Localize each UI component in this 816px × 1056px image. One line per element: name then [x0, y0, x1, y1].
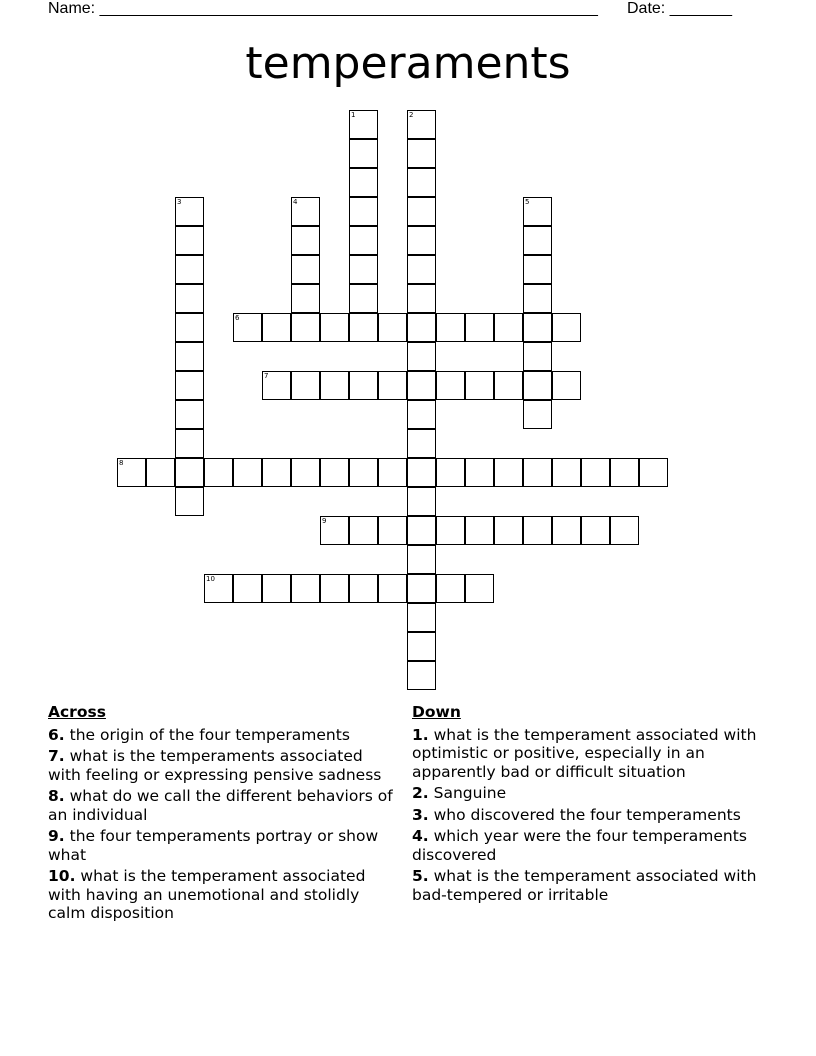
grid-cell[interactable]	[523, 313, 552, 342]
grid-cell[interactable]	[465, 458, 494, 487]
clue-text: the origin of the four temperaments	[64, 725, 350, 744]
grid-cell[interactable]	[204, 458, 233, 487]
grid-cell[interactable]	[523, 226, 552, 255]
grid-cell[interactable]	[407, 168, 436, 197]
grid-cell[interactable]	[610, 458, 639, 487]
grid-cell[interactable]	[436, 313, 465, 342]
clue-number: 10.	[48, 867, 76, 885]
grid-cell[interactable]	[175, 313, 204, 342]
grid-cell[interactable]	[407, 284, 436, 313]
grid-cell[interactable]	[610, 516, 639, 545]
across-heading: Across	[48, 703, 106, 721]
cell-number: 10	[206, 575, 215, 583]
clue-down-3	[412, 806, 764, 825]
grid-cell[interactable]	[349, 226, 378, 255]
clue-number: 3.	[412, 805, 429, 824]
clue-number: 6.	[48, 725, 65, 744]
clue-number: 2.	[412, 784, 429, 802]
grid-cell[interactable]	[291, 284, 320, 313]
grid-cell[interactable]	[320, 313, 349, 342]
grid-cell[interactable]	[407, 197, 436, 226]
grid-cell[interactable]	[407, 661, 436, 690]
grid-cell[interactable]	[523, 400, 552, 429]
clue-across-10	[48, 867, 400, 923]
grid-cell[interactable]	[581, 458, 610, 487]
cell-number: 4	[293, 198, 298, 206]
grid-cell[interactable]	[175, 226, 204, 255]
clue-text: what do we call the different behaviors of an individual	[48, 787, 393, 824]
grid-cell[interactable]	[175, 255, 204, 284]
clue-across-9	[48, 827, 400, 864]
grid-cell[interactable]	[233, 458, 262, 487]
clue-text: what is the temperament associated with bad-tempered or irritable	[412, 867, 757, 904]
grid-cell[interactable]	[552, 516, 581, 545]
grid-cell[interactable]	[262, 371, 291, 400]
grid-cell[interactable]	[436, 516, 465, 545]
grid-cell[interactable]	[378, 516, 407, 545]
grid-cell[interactable]	[349, 371, 378, 400]
grid-cell[interactable]	[175, 458, 204, 487]
clue-down-5	[412, 867, 764, 904]
cell-number: 5	[525, 198, 530, 206]
grid-cell[interactable]	[407, 632, 436, 661]
grid-cell[interactable]	[349, 139, 378, 168]
clue-number: 4.	[412, 827, 429, 845]
grid-cell[interactable]	[262, 574, 291, 603]
grid-cell[interactable]	[436, 458, 465, 487]
grid-cell[interactable]	[523, 371, 552, 400]
grid-cell[interactable]	[291, 313, 320, 342]
grid-cell[interactable]	[407, 574, 436, 603]
clue-number: 8.	[48, 787, 65, 805]
grid-cell[interactable]	[349, 516, 378, 545]
grid-cell[interactable]	[117, 458, 146, 487]
cell-number: 3	[177, 198, 182, 206]
grid-cell[interactable]	[465, 371, 494, 400]
grid-cell[interactable]	[407, 429, 436, 458]
cell-number: 2	[409, 111, 414, 119]
grid-cell[interactable]	[349, 197, 378, 226]
grid-cell[interactable]	[552, 313, 581, 342]
grid-cell[interactable]	[494, 313, 523, 342]
grid-cell[interactable]	[349, 458, 378, 487]
grid-cell[interactable]	[523, 255, 552, 284]
grid-cell[interactable]	[523, 516, 552, 545]
grid-cell[interactable]	[291, 197, 320, 226]
grid-cell[interactable]	[291, 458, 320, 487]
cell-number: 9	[322, 517, 327, 525]
clue-across-6	[48, 726, 400, 745]
down-clues	[412, 703, 764, 907]
grid-cell[interactable]	[407, 342, 436, 371]
grid-cell[interactable]	[233, 313, 262, 342]
clue-down-4	[412, 827, 764, 864]
grid-cell[interactable]	[523, 197, 552, 226]
grid-cell[interactable]	[465, 574, 494, 603]
clue-text: what is the temperament associated with optimistic or positive, especially in an apparently bad or difficult situation	[412, 725, 757, 781]
grid-cell[interactable]	[407, 400, 436, 429]
grid-cell[interactable]	[581, 516, 610, 545]
puzzle-title: temperaments	[245, 38, 571, 89]
grid-cell[interactable]	[523, 458, 552, 487]
grid-cell[interactable]	[204, 574, 233, 603]
grid-cell[interactable]	[146, 458, 175, 487]
grid-cell[interactable]	[523, 284, 552, 313]
grid-cell[interactable]	[378, 313, 407, 342]
grid-cell[interactable]	[291, 574, 320, 603]
grid-cell[interactable]	[407, 110, 436, 139]
grid-cell[interactable]	[349, 110, 378, 139]
grid-cell[interactable]	[349, 313, 378, 342]
clue-down-1	[412, 726, 764, 782]
grid-cell[interactable]	[407, 487, 436, 516]
grid-cell[interactable]	[639, 458, 668, 487]
grid-cell[interactable]	[175, 429, 204, 458]
grid-cell[interactable]	[175, 371, 204, 400]
clue-text: which year were the four temperaments discovered	[412, 827, 747, 864]
grid-cell[interactable]	[175, 487, 204, 516]
grid-cell[interactable]	[465, 516, 494, 545]
cell-number: 6	[235, 314, 240, 322]
grid-cell[interactable]	[494, 516, 523, 545]
grid-cell[interactable]	[407, 226, 436, 255]
across-clues	[48, 703, 400, 926]
grid-cell[interactable]	[407, 545, 436, 574]
clue-text: what is the temperament associated with having an unemotional and stolidly calm disposition	[48, 867, 366, 922]
grid-cell[interactable]	[320, 371, 349, 400]
clue-number: 5.	[412, 867, 429, 885]
clue-text: Sanguine	[428, 784, 507, 802]
grid-cell[interactable]	[378, 458, 407, 487]
grid-cell[interactable]	[407, 603, 436, 632]
cell-number: 7	[264, 372, 269, 380]
grid-cell[interactable]	[349, 168, 378, 197]
clue-down-2	[412, 784, 764, 803]
clue-number: 1.	[412, 725, 429, 744]
grid-cell[interactable]	[465, 313, 494, 342]
clue-across-7	[48, 747, 400, 784]
clue-text: who discovered the four temperaments	[428, 805, 741, 824]
grid-cell[interactable]	[291, 371, 320, 400]
grid-cell[interactable]	[407, 371, 436, 400]
clue-number: 9.	[48, 827, 65, 845]
grid-cell[interactable]	[320, 458, 349, 487]
clue-across-8	[48, 787, 400, 824]
grid-cell[interactable]	[320, 574, 349, 603]
cell-number: 8	[119, 459, 124, 467]
down-heading: Down	[412, 703, 461, 721]
grid-cell[interactable]	[175, 342, 204, 371]
grid-cell[interactable]	[523, 342, 552, 371]
grid-cell[interactable]	[407, 458, 436, 487]
grid-cell[interactable]	[378, 574, 407, 603]
grid-cell[interactable]	[349, 255, 378, 284]
cell-number: 1	[351, 111, 356, 119]
grid-cell[interactable]	[407, 139, 436, 168]
grid-cell[interactable]	[436, 574, 465, 603]
grid-cell[interactable]	[494, 458, 523, 487]
grid-cell[interactable]	[349, 574, 378, 603]
grid-cell[interactable]	[407, 313, 436, 342]
grid-cell[interactable]	[175, 400, 204, 429]
grid-cell[interactable]	[262, 458, 291, 487]
grid-cell[interactable]	[552, 371, 581, 400]
grid-cell[interactable]	[349, 284, 378, 313]
clue-text: the four temperaments portray or show what	[48, 827, 379, 864]
clue-number: 7.	[48, 747, 65, 765]
grid-cell[interactable]	[233, 574, 262, 603]
grid-cell[interactable]	[407, 255, 436, 284]
grid-cell[interactable]	[175, 284, 204, 313]
grid-cell[interactable]	[407, 516, 436, 545]
date-field-label: Date: _______	[627, 0, 732, 17]
grid-cell[interactable]	[175, 197, 204, 226]
grid-cell[interactable]	[262, 313, 291, 342]
grid-cell[interactable]	[552, 458, 581, 487]
grid-cell[interactable]	[436, 371, 465, 400]
grid-cell[interactable]	[494, 371, 523, 400]
grid-cell[interactable]	[291, 226, 320, 255]
grid-cell[interactable]	[291, 255, 320, 284]
grid-cell[interactable]	[320, 516, 349, 545]
name-field-label: Name: ________________________________________________________	[48, 0, 598, 17]
grid-cell[interactable]	[378, 371, 407, 400]
clue-text: what is the temperaments associated with feeling or expressing pensive sadness	[48, 747, 382, 784]
